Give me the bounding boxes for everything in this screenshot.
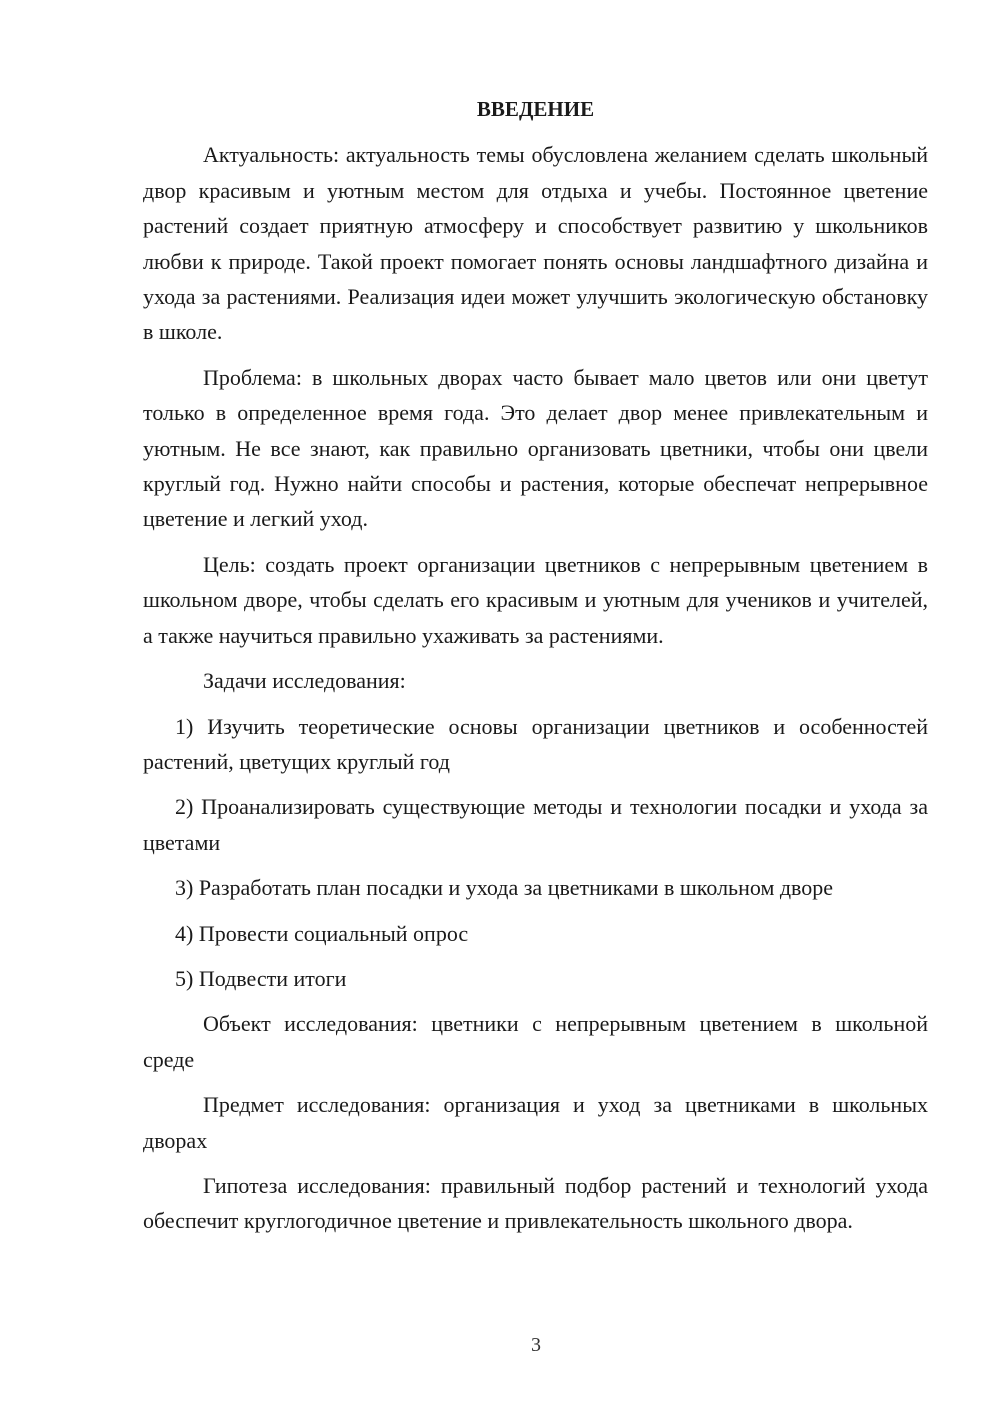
page-title: ВВЕДЕНИЕ [476,97,595,121]
task-item-5: 5) Подвести итоги [175,965,347,991]
object-paragraph: Объект исследования: цветники с непрерывным цветением в школьной среде [143,1011,928,1072]
task-item-3: 3) Разработать план посадки и ухода за цветниками в школьном дворе [175,875,834,901]
task-item-1: 1) Изучить теоретические основы организации цветников и особенностей растений, цветущих круглый год [143,713,928,774]
hypothesis-paragraph: Гипотеза исследования: правильный подбор растений и технологий ухода обеспечит круглогодичное цветение и привлекательность школьного двора. [143,1172,928,1234]
problem-paragraph: Проблема: в школьных дворах часто бывает мало цветов или они цветут только в определенное время года. Это делает двор менее привлекательным и уютным. Не все знают, как правильно организовать цветники, чтобы они цвели круглый год. Нужно найти способы и растения, которые обеспечат непрерывное цветение и легкий уход. [143,364,928,532]
document-page [143,92,928,1249]
relevance-paragraph: Актуальность: актуальность темы обусловлена желанием сделать школьный двор красивым и уютным местом для отдыха и учебы. Постоянное цветение растений создает приятную атмосферу и способствует развитию у школьников любви к природе. Такой проект помогает понять основы ландшафтного дизайна и ухода за растениями. Реализация идеи может улучшить экологическую обстановку в школе. [143,142,928,345]
task-item-4: 4) Провести социальный опрос [175,920,469,946]
subject-paragraph: Предмет исследования: организация и уход за цветниками в школьных дворах [143,1092,928,1153]
page-number: 3 [531,1334,541,1356]
task-item-2: 2) Проанализировать существующие методы и технологии посадки и ухода за цветами [143,794,928,855]
tasks-heading: Задачи исследования: [203,668,406,694]
goal-paragraph: Цель: создать проект организации цветников с непрерывным цветением в школьном дворе, чтобы сделать его красивым и уютным для учеников и учителей, а также научиться правильно ухаживать за растениями. [143,551,928,648]
